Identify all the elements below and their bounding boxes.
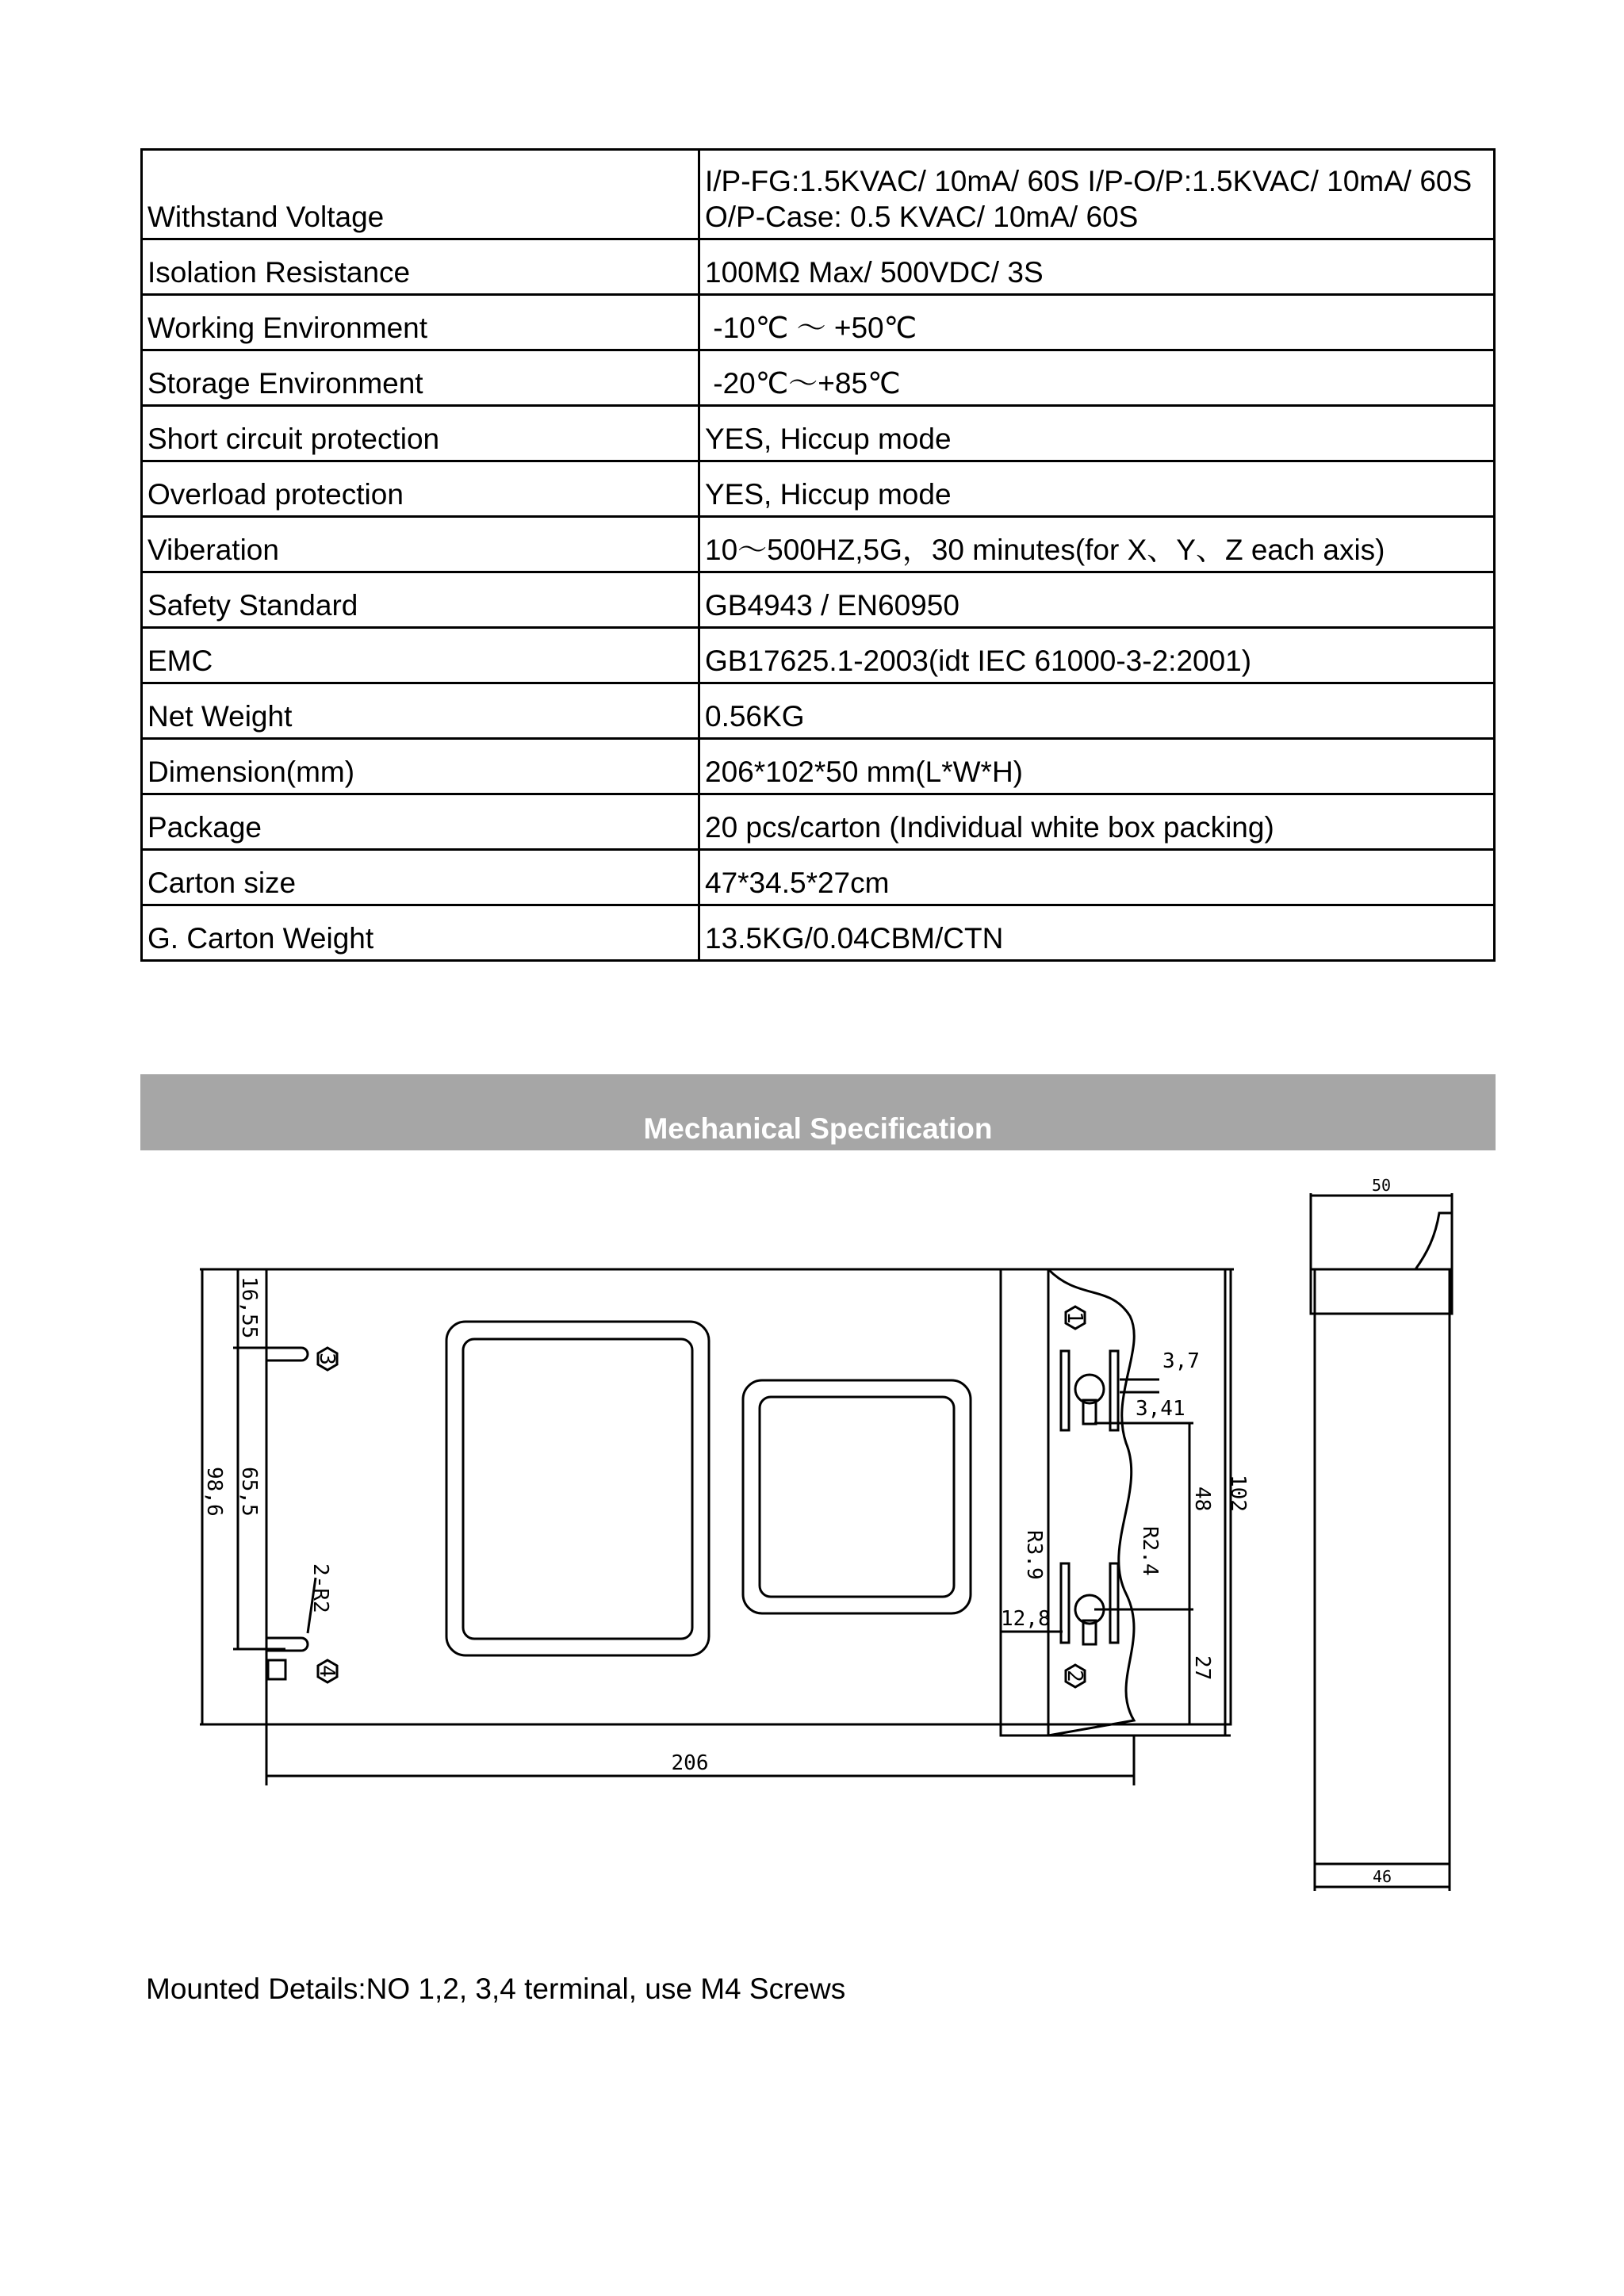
spec-value: YES, Hiccup mode: [699, 406, 1495, 461]
spec-value: GB4943 / EN60950: [699, 572, 1495, 628]
spec-value: 0.56KG: [699, 683, 1495, 739]
spec-value: 10～500HZ,5G，30 minutes(for X、Y、Z each axis): [699, 517, 1495, 572]
spec-value: 13.5KG/0.04CBM/CTN: [699, 905, 1495, 961]
terminal-block: [1001, 1269, 1048, 1735]
spec-value: -10℃ ～ +50℃: [699, 295, 1495, 350]
spec-label: G. Carton Weight: [142, 905, 699, 961]
spec-label: Dimension(mm): [142, 739, 699, 794]
spec-label: Withstand Voltage: [142, 150, 699, 239]
spec-label: Working Environment: [142, 295, 699, 350]
spec-label: Package: [142, 794, 699, 850]
spec-label: Viberation: [142, 517, 699, 572]
spec-value: 206*102*50 mm(L*W*H): [699, 739, 1495, 794]
dim-r3-9: R3.9: [1022, 1530, 1046, 1580]
marker-4-label: 4: [315, 1665, 339, 1678]
dim-98-6: 98,6: [202, 1467, 226, 1517]
spec-value: I/P-FG:1.5KVAC/ 10mA/ 60S I/P-O/P:1.5KVAC/ 10mA/ 60S O/P-Case: 0.5 KVAC/ 10mA/ 60S: [699, 150, 1495, 239]
spec-label: Isolation Resistance: [142, 239, 699, 295]
spec-label: EMC: [142, 628, 699, 683]
mount-note: Mounted Details:NO 1,2, 3,4 terminal, use M4 Screws: [146, 1973, 846, 2005]
marker-2-label: 2: [1063, 1670, 1086, 1682]
spec-value: YES, Hiccup mode: [699, 461, 1495, 517]
dim-16-55: 16,55: [237, 1276, 261, 1339]
spec-label: Short circuit protection: [142, 406, 699, 461]
side-view-outline: [1315, 1269, 1450, 1864]
dim-12-8: 12,8: [1001, 1607, 1051, 1631]
window-small: [743, 1380, 971, 1613]
spec-label: Overload protection: [142, 461, 699, 517]
marker-3-label: 3: [315, 1353, 339, 1365]
spec-value: 47*34.5*27cm: [699, 850, 1495, 905]
dim-206: 206: [671, 1751, 709, 1775]
spec-label: Storage Environment: [142, 350, 699, 406]
marker-1-label: 1: [1063, 1311, 1086, 1324]
dim-46: 46: [1372, 1867, 1392, 1886]
dim-50: 50: [1371, 1176, 1392, 1195]
dim-3-7: 3,7: [1162, 1349, 1200, 1373]
spec-label: Safety Standard: [142, 572, 699, 628]
dim-102: 102: [1226, 1475, 1250, 1512]
window-large: [446, 1322, 709, 1655]
spec-value: GB17625.1-2003(idt IEC 61000-3-2:2001): [699, 628, 1495, 683]
dim-2-r2: 2-R2: [308, 1563, 332, 1613]
spec-value: 100MΩ Max/ 500VDC/ 3S: [699, 239, 1495, 295]
dim-3-41: 3,41: [1136, 1397, 1185, 1421]
dim-65-5: 65,5: [237, 1467, 261, 1517]
dim-27: 27: [1190, 1655, 1214, 1681]
dim-48: 48: [1190, 1487, 1214, 1512]
dim-r2-4: R2.4: [1138, 1526, 1162, 1576]
slot-3: [266, 1348, 308, 1360]
spec-value: -20℃～+85℃: [699, 350, 1495, 406]
spec-label: Net Weight: [142, 683, 699, 739]
spec-value: 20 pcs/carton (Individual white box packing): [699, 794, 1495, 850]
section-title: Mechanical Specification: [643, 1112, 993, 1145]
spec-label: Carton size: [142, 850, 699, 905]
body-outline: [266, 1269, 1231, 1724]
